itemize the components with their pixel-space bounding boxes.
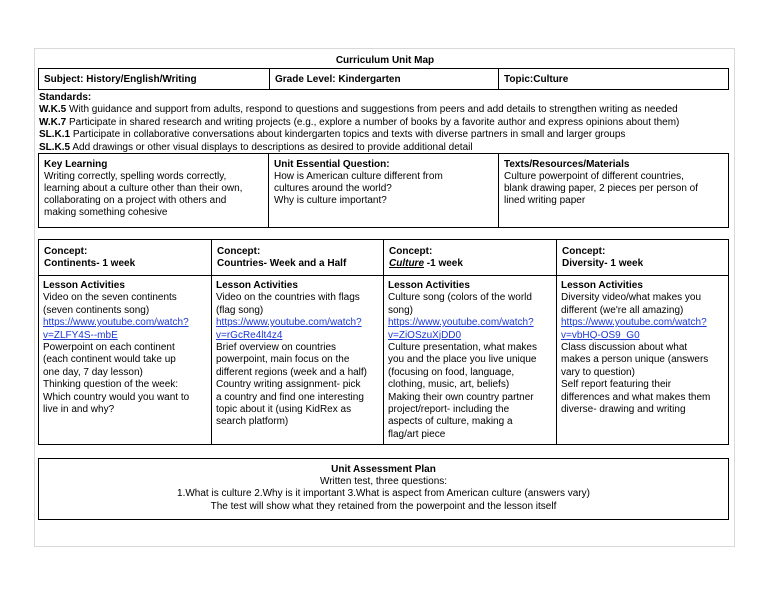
activity-line: project/report- including the	[388, 404, 510, 416]
standard-text: Participate in shared research and writing projects (e.g., explore a number of books by a favorite author and express opinions about them)	[66, 116, 680, 128]
essential-question-line: cultures around the world?	[274, 183, 392, 194]
assessment-line: The test will show what they retained from the powerpoint and the lesson itself	[210, 500, 557, 512]
activities-diversity	[557, 276, 728, 416]
activities-continents	[39, 276, 211, 416]
key-learning-line: making something cohesive	[44, 207, 168, 218]
concept-name: Countries- Week and a Half	[217, 258, 347, 269]
video-link[interactable]: https://www.youtube.com/watch?	[43, 317, 189, 329]
concept-heading-continents	[39, 242, 211, 274]
activity-line: different (we're all amazing)	[561, 304, 684, 316]
key-learning-line: collaborating on a project with others and	[44, 195, 227, 206]
standard-code: SL.K.5	[39, 141, 71, 153]
grade-label: Grade Level: Kindergarten	[275, 74, 401, 85]
video-link[interactable]: https://www.youtube.com/watch?	[561, 317, 707, 329]
resources-line: lined writing paper	[504, 195, 586, 206]
activity-line: Class discussion about what	[561, 342, 688, 354]
activities-heading: Lesson Activities	[561, 280, 643, 291]
activity-line: one day, 7 day lesson)	[43, 366, 143, 378]
key-learning-line: Writing correctly, spelling words correctly,	[44, 171, 227, 182]
standard-code: SL.K.1	[39, 129, 71, 141]
activity-line: powerpoint, main focus on the	[216, 354, 350, 366]
document-title: Curriculum Unit Map	[335, 55, 435, 66]
resources-heading: Texts/Resources/Materials	[504, 159, 630, 170]
activity-line: Powerpoint on each continent	[43, 342, 175, 354]
assessment-heading: Unit Assessment Plan	[331, 464, 436, 475]
activity-line: flag/art piece	[388, 428, 446, 440]
activity-line: Video on the countries with flags	[216, 292, 360, 304]
key-learning-line: learning about a culture other than their own,	[44, 183, 243, 194]
resources-line: blank drawing paper, 2 pieces per person of	[504, 183, 699, 194]
video-link[interactable]: v=ZiOSzuXjDD0	[388, 329, 462, 341]
activity-line: Brief overview on countries	[216, 342, 337, 354]
essential-question-line: Why is culture important?	[274, 195, 387, 206]
essential-question-cell	[269, 157, 497, 209]
standard-text: Participate in collaborative conversations about kindergarten topics and texts with diverse partners in small and larger groups	[70, 129, 626, 141]
activity-line: (each continent would take up	[43, 354, 176, 366]
video-link[interactable]: v=rGcRe4lt4z4	[216, 329, 283, 341]
concept-label: Concept:	[389, 246, 433, 257]
resources-cell	[499, 157, 729, 209]
subject-label: Subject: History/English/Writing	[44, 74, 197, 85]
overview-row	[38, 153, 729, 228]
concept-label: Concept:	[217, 246, 261, 257]
concept-name	[389, 258, 551, 270]
activity-line: Culture song (colors of the world	[388, 292, 532, 304]
activity-line: clothing, music, art, beliefs)	[388, 379, 510, 391]
essential-question-line: How is American culture different from	[274, 171, 443, 182]
activity-line: live in and why?	[43, 404, 115, 416]
concept-name-italic: Culture	[389, 258, 424, 269]
concept-name: Continents- 1 week	[44, 258, 136, 269]
activity-line: Video on the seven continents	[43, 292, 177, 304]
activities-culture	[384, 276, 556, 441]
header-divider-1	[269, 69, 270, 89]
concept-label: Concept:	[44, 246, 88, 257]
activity-line: a country and find one interesting	[216, 391, 364, 403]
standard-item	[39, 104, 735, 116]
activity-line: vary to question)	[561, 366, 635, 378]
activity-line: aspects of culture, making a	[388, 416, 513, 428]
standard-item	[39, 129, 735, 141]
activity-line: different regions (week and a half)	[216, 366, 368, 378]
concept-heading-countries	[212, 242, 383, 274]
standard-code: W.K.7	[39, 116, 67, 128]
concept-name-rest: -1 week	[424, 258, 463, 269]
resources-line: Culture powerpoint of different countries,	[504, 171, 684, 182]
activity-line: topic about it (using KidRex as	[216, 404, 352, 416]
key-learning-heading: Key Learning	[44, 159, 108, 170]
activity-line: Country writing assignment- pick	[216, 379, 361, 391]
concepts-table	[38, 239, 729, 445]
activities-heading: Lesson Activities	[388, 280, 470, 291]
activity-line: Diversity video/what makes you	[561, 292, 702, 304]
activity-line: (seven continents song)	[43, 304, 150, 316]
activity-line: search platform)	[216, 416, 289, 428]
assessment-box	[38, 458, 729, 520]
activity-line: Making their own country partner	[388, 391, 534, 403]
concept-name: Diversity- 1 week	[562, 258, 644, 269]
essential-question-heading: Unit Essential Question:	[274, 159, 390, 170]
activity-line: Culture presentation, what makes	[388, 342, 537, 354]
activity-line: differences and what makes them	[561, 391, 711, 403]
standard-code: W.K.5	[39, 104, 67, 116]
standards-section	[39, 92, 735, 154]
topic-label: Topic:Culture	[504, 74, 569, 85]
activity-line: song)	[388, 304, 414, 316]
standard-text: Add drawings or other visual displays to descriptions as desired to provide additional detail	[70, 141, 473, 153]
assessment-line: 1.What is culture 2.Why is it important 3.What is aspect from American culture (answers vary)	[177, 488, 590, 500]
activity-line: diverse- drawing and writing	[561, 404, 686, 416]
video-link[interactable]: https://www.youtube.com/watch?	[216, 317, 362, 329]
header-row	[38, 68, 729, 90]
activities-heading: Lesson Activities	[43, 280, 125, 291]
standard-item	[39, 117, 735, 129]
header-divider-2	[498, 69, 499, 89]
standard-text: With guidance and support from adults, respond to questions and suggestions from peers and add details to strengthen writing as needed	[66, 104, 678, 116]
activities-countries	[212, 276, 383, 429]
concept-heading-culture	[384, 242, 556, 274]
activity-line: Which country would you want to	[43, 391, 190, 403]
activity-line: Self report featuring their	[561, 379, 672, 391]
activity-line: (focusing on food, language,	[388, 366, 515, 378]
assessment-line: Written test, three questions:	[319, 476, 448, 488]
concept-heading-diversity	[557, 242, 728, 274]
key-learning-cell	[39, 157, 269, 221]
video-link[interactable]: v=vbHQ-OS9_G0	[561, 329, 640, 341]
activity-line: makes a person unique (answers	[561, 354, 709, 366]
activity-line: (flag song)	[216, 304, 264, 316]
activity-line: you and the place you live unique	[388, 354, 537, 366]
standards-heading: Standards:	[39, 92, 92, 103]
video-link[interactable]: v=ZLFY4S--mbE	[43, 329, 118, 341]
activity-line: Thinking question of the week:	[43, 379, 179, 391]
video-link[interactable]: https://www.youtube.com/watch?	[388, 317, 534, 329]
concept-label: Concept:	[562, 246, 606, 257]
activities-heading: Lesson Activities	[216, 280, 298, 291]
